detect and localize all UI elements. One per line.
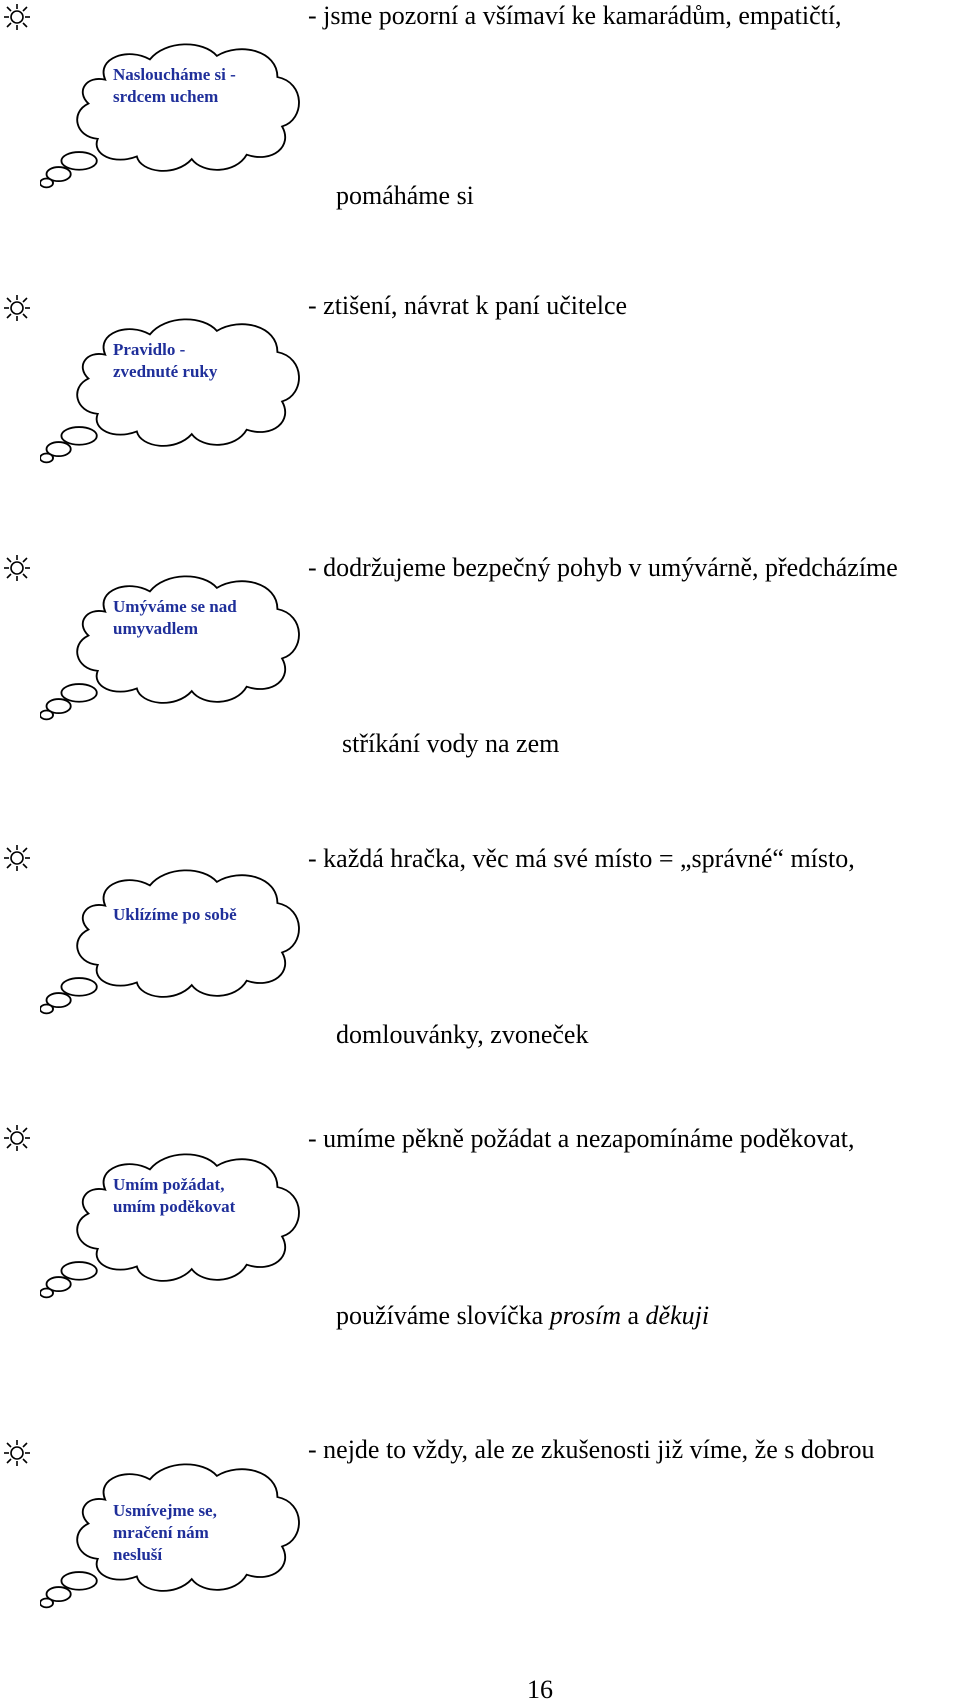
thought-cloud xyxy=(40,40,310,190)
page-number: 16 xyxy=(527,1675,553,1704)
rule-line: - jsme pozorní a všímaví ke kamarádům, empatičtí, xyxy=(308,1,842,30)
rule-continuation: domlouvánky, zvoneček xyxy=(336,1020,589,1049)
sun-icon xyxy=(4,1440,30,1466)
rule-line: - dodržujeme bezpečný pohyb v umývárně, předcházíme xyxy=(308,553,898,582)
rule-continuation xyxy=(336,1300,709,1332)
cloud-label: Umím požádat, umím poděkovat xyxy=(113,1175,236,1216)
rule-line: - umíme pěkně požádat a nezapomínáme poděkovat, xyxy=(308,1124,855,1153)
rule-line: - každá hračka, věc má své místo = „správné“ místo, xyxy=(308,844,855,873)
sun-icon xyxy=(4,555,30,581)
rule-line: - nejde to vždy, ale ze zkušenosti již víme, že s dobrou xyxy=(308,1435,875,1464)
cloud-label: Usmívejme se, mračení nám nesluší xyxy=(113,1501,217,1564)
rule-continuation-part: a xyxy=(621,1301,646,1330)
rule-line: - ztišení, návrat k paní učitelce xyxy=(308,291,628,320)
cloud-label: Pravidlo -zvednuté ruky xyxy=(113,340,218,381)
sun-icon xyxy=(4,845,30,871)
sun-icon xyxy=(4,295,30,321)
rule-continuation: stříkání vody na zem xyxy=(342,729,560,758)
sun-icon xyxy=(4,1125,30,1151)
word-please: prosím xyxy=(549,1301,621,1330)
thought-cloud xyxy=(40,315,310,465)
thought-cloud xyxy=(40,1150,310,1300)
sun-icon xyxy=(4,4,30,30)
cloud-label: Uklízíme po sobě xyxy=(113,905,237,924)
thought-cloud xyxy=(40,572,310,722)
cloud-label: Nasloucháme si - srdcem uchem xyxy=(113,65,236,106)
thought-cloud xyxy=(40,866,310,1016)
cloud-label: Umýváme se nad umyvadlem xyxy=(113,597,237,638)
thought-cloud xyxy=(40,1460,310,1610)
rule-continuation: pomáháme si xyxy=(336,181,474,210)
rule-continuation-part: používáme slovíčka xyxy=(336,1301,550,1330)
word-thanks: děkuji xyxy=(645,1301,710,1330)
